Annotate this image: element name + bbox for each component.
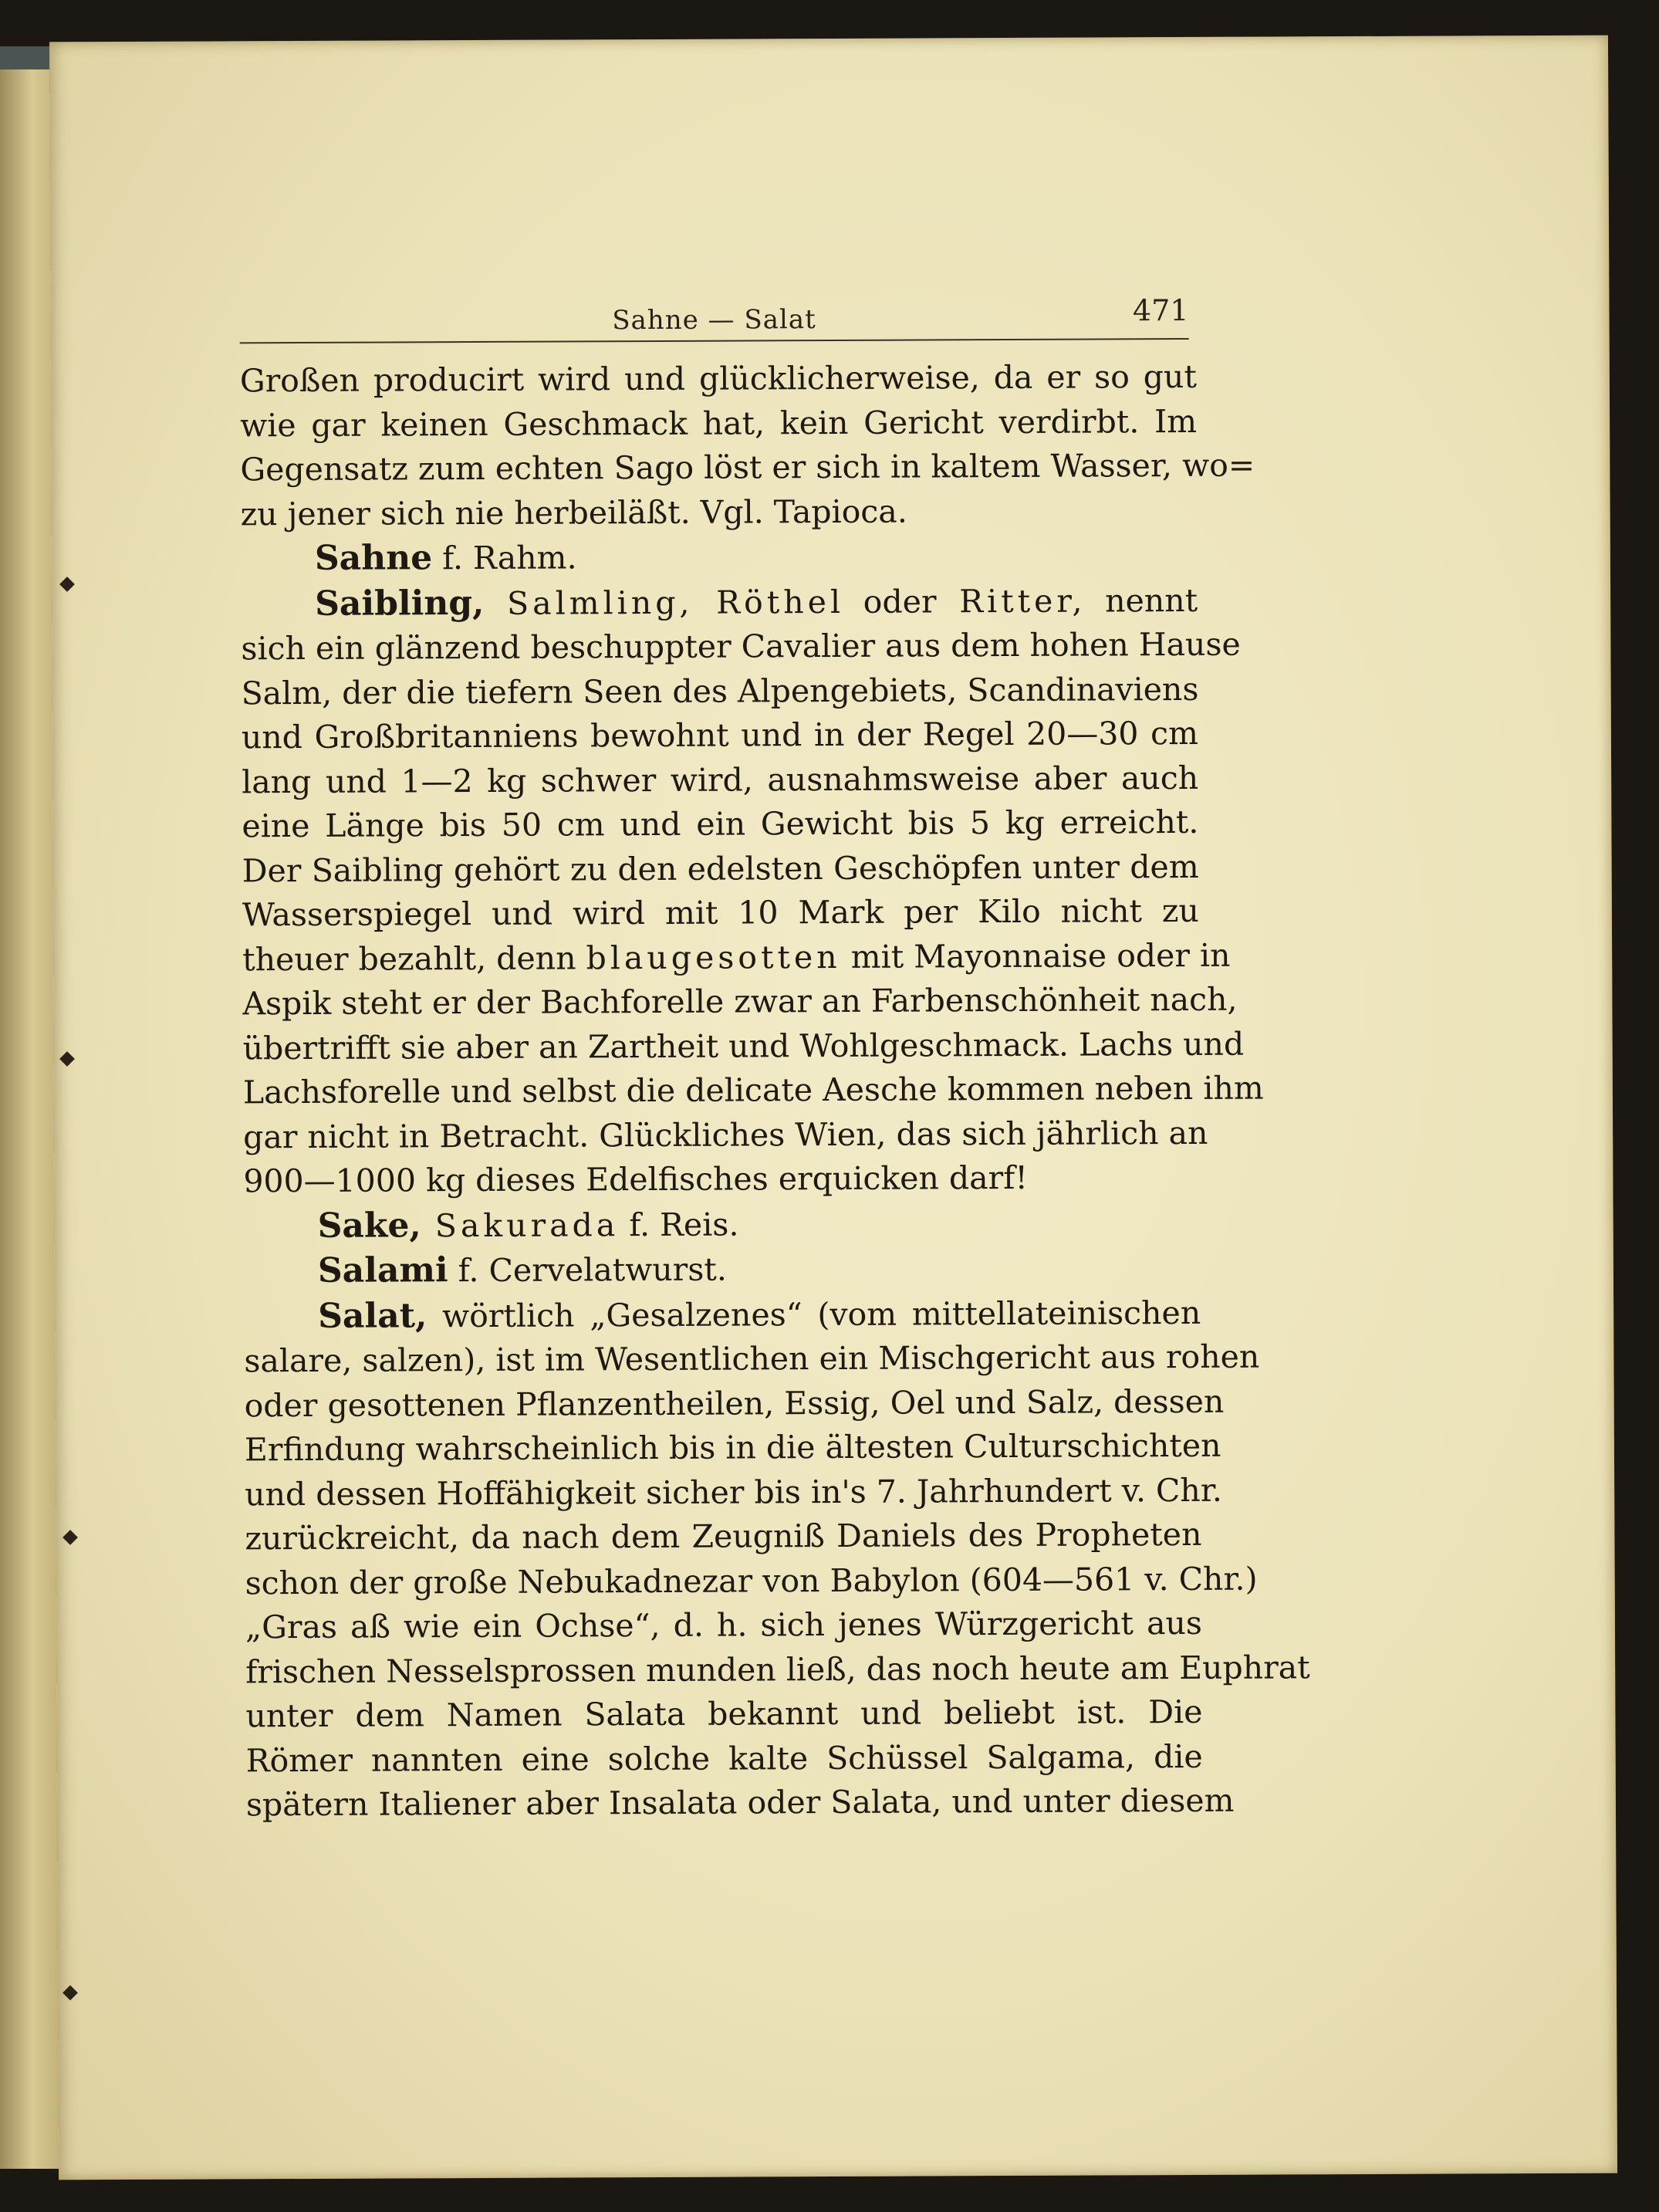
- headword: Salami: [317, 1250, 448, 1290]
- entry-salami: [244, 1245, 1201, 1294]
- headword: Sake,: [317, 1205, 421, 1246]
- headword: Salat,: [318, 1295, 427, 1336]
- text-segment: mit Mayonnaise oder in: [840, 936, 1231, 976]
- text-line: „Gras aß wie ein Ochse“, d. h. sich jenes Würzgericht aus: [245, 1604, 1203, 1646]
- text-line: Der Saibling gehört zu den edelsten Geschöpfen unter dem: [242, 847, 1199, 889]
- entry-sahne: [241, 533, 1198, 582]
- text-line: [242, 933, 1231, 982]
- text-line: Gegensatz zum echten Sago löst er sich in kaltem Wasser, wo=: [240, 446, 1255, 489]
- text-line: Römer nannten eine solche kalte Schüssel Salgama, die: [245, 1737, 1203, 1779]
- headword: Sahne: [314, 538, 433, 578]
- text-line: Salm, der die tiefern Seen des Alpengebiets, Scandinaviens: [241, 670, 1199, 712]
- left-facing-page: [0, 69, 59, 2169]
- spaced-term: Salmling,: [484, 583, 694, 622]
- entry-sake: [244, 1199, 1201, 1249]
- headword: Saibling,: [315, 583, 485, 624]
- running-head: Sahne — Salat: [612, 304, 816, 337]
- text-line: lang und 1—2 kg schwer wird, ausnahmsweise aber auch: [242, 759, 1199, 800]
- entry-saibling: [241, 577, 1198, 627]
- text-line: eine Länge bis 50 cm und ein Gewicht bis 5 kg erreicht.: [242, 803, 1199, 845]
- text-line: Aspik steht er der Bachforelle zwar an Farbenschönheit nach,: [242, 980, 1238, 1023]
- book-page: [49, 36, 1617, 2180]
- entry-text: f. Rahm.: [432, 539, 577, 577]
- text-line: und Großbritanniens bewohnt und in der Regel 20—30 cm: [241, 714, 1198, 756]
- entry-text: nennt: [1086, 581, 1198, 620]
- page-header: [239, 269, 1188, 343]
- entry-salat: [244, 1290, 1201, 1339]
- text-line: schon der große Nebukadnezar von Babylon (604—561 v. Chr.): [245, 1560, 1258, 1602]
- text-line: und dessen Hoffähigkeit sicher bis in's 7. Jahrhundert v. Chr.: [245, 1471, 1223, 1513]
- text-line: wie gar keinen Geschmack hat, kein Gericht verdirbt. Im: [240, 402, 1198, 444]
- page-number: 471: [1132, 293, 1189, 328]
- text-line: Lachsforelle und selbst die delicate Aesche kommen neben ihm: [242, 1069, 1264, 1111]
- text-line: salare, salzen), ist im Wesentlichen ein Mischgericht aus rohen: [244, 1338, 1260, 1380]
- entry-text: wörtlich „Gesalzenes“ (vom mittellateinischen: [427, 1294, 1201, 1334]
- spaced-term: Röthel: [693, 583, 845, 621]
- text-line: frischen Nesselsprossen munden ließ, das noch heute am Euphrat: [245, 1648, 1310, 1690]
- text-line: unter dem Namen Salata bekannt und beliebt ist. Die: [245, 1693, 1203, 1735]
- text-line: Großen producirt wird und glücklicherweise, da er so gut: [239, 357, 1197, 400]
- text-line: oder gesottenen Pflanzentheilen, Essig, Oel und Salz, dessen: [244, 1382, 1225, 1424]
- spaced-term: Ritter,: [936, 582, 1086, 620]
- text-line: gar nicht in Betracht. Glückliches Wien, das sich jährlich an: [243, 1114, 1208, 1155]
- body-text: [239, 355, 1310, 1828]
- text-line: zurückreicht, da nach dem Zeugniß Daniels des Propheten: [245, 1515, 1202, 1558]
- text-line: Wasserspiegel und wird mit 10 Mark per Kilo nicht zu: [242, 891, 1199, 934]
- text-line: übertrifft sie aber an Zartheit und Wohlgeschmack. Lachs und: [242, 1025, 1245, 1067]
- text-line: zu jener sich nie herbeiläßt. Vgl. Tapioca.: [240, 492, 907, 533]
- spaced-term: Sakurada: [421, 1206, 620, 1244]
- entry-text: f. Cervelatwurst.: [448, 1250, 727, 1290]
- text-segment: theuer bezahlt, denn: [242, 939, 586, 978]
- text-line: Erfindung wahrscheinlich bis in die ältesten Culturschichten: [244, 1426, 1221, 1469]
- entry-text: oder: [843, 582, 937, 621]
- text-line: spätern Italiener aber Insalata oder Salata, und unter diesem: [245, 1781, 1235, 1824]
- spaced-term: blaugesotten: [586, 938, 841, 976]
- entry-text: f. Reis.: [619, 1206, 739, 1243]
- text-line: sich ein glänzend beschuppter Cavalier aus dem hohen Hause: [241, 625, 1241, 668]
- text-line: 900—1000 kg dieses Edelfisches erquicken darf!: [243, 1158, 1028, 1200]
